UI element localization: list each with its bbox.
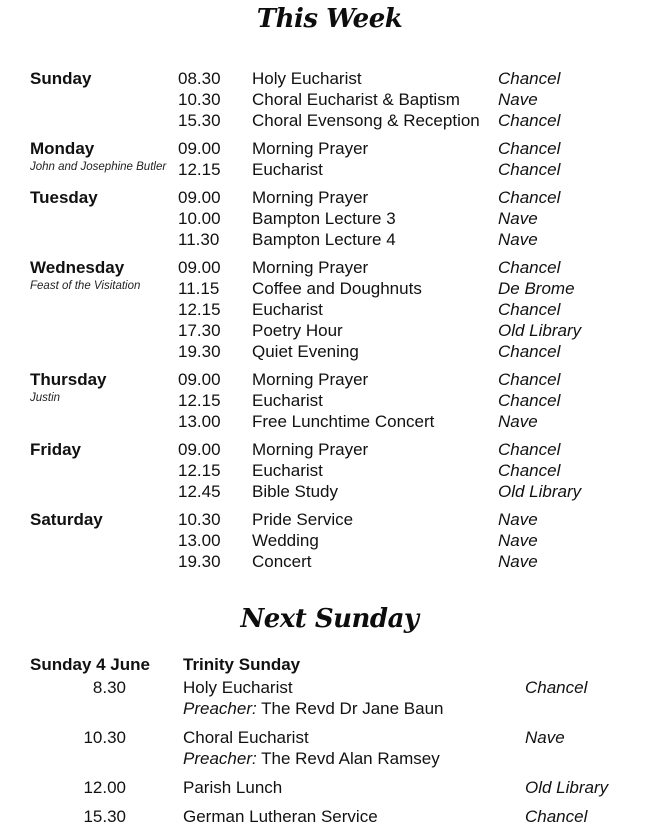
row-event: Eucharist bbox=[252, 160, 323, 179]
row-venue: Chancel bbox=[498, 139, 561, 158]
weekly-schedule bbox=[0, 68, 659, 579]
day-block bbox=[0, 68, 659, 131]
service-preacher bbox=[183, 748, 659, 769]
row-venue: Chancel bbox=[498, 440, 561, 459]
row-event: Eucharist bbox=[252, 391, 323, 410]
row-venue: Old Library bbox=[498, 321, 582, 340]
service-row bbox=[0, 806, 659, 827]
preacher-name: The Revd Alan Ramsey bbox=[256, 749, 440, 768]
row-time: 17.30 bbox=[178, 321, 221, 340]
row-venue: Chancel bbox=[498, 300, 561, 319]
row-venue: Chancel bbox=[498, 69, 561, 88]
row-venue: Chancel bbox=[498, 258, 561, 277]
schedule-row bbox=[0, 89, 659, 110]
service-row bbox=[0, 727, 659, 769]
row-event: Morning Prayer bbox=[252, 188, 369, 207]
next-sunday-services bbox=[0, 677, 659, 827]
day-name: Sunday bbox=[30, 69, 92, 88]
preacher-name: The Revd Dr Jane Baun bbox=[256, 699, 444, 718]
row-event: Bible Study bbox=[252, 482, 338, 501]
row-event: Choral Eucharist & Baptism bbox=[252, 90, 460, 109]
day-name: Wednesday bbox=[30, 258, 125, 277]
schedule-row bbox=[0, 439, 659, 460]
row-event: Wedding bbox=[252, 531, 319, 550]
row-event: Poetry Hour bbox=[252, 321, 343, 340]
row-venue: Chancel bbox=[498, 391, 561, 410]
day-subtitle: Feast of the Visitation bbox=[30, 280, 141, 292]
row-venue: Nave bbox=[498, 510, 538, 529]
row-event: Morning Prayer bbox=[252, 139, 369, 158]
day-block bbox=[0, 257, 659, 362]
row-time: 10.00 bbox=[178, 209, 221, 228]
schedule-row bbox=[0, 229, 659, 250]
this-week-heading: This Week bbox=[256, 4, 403, 34]
service-time: 8.30 bbox=[92, 678, 126, 697]
row-venue: Nave bbox=[498, 552, 538, 571]
row-event: Eucharist bbox=[252, 300, 323, 319]
day-name: Saturday bbox=[30, 510, 103, 529]
row-event: Bampton Lecture 4 bbox=[252, 230, 396, 249]
schedule-row bbox=[0, 530, 659, 551]
service-time: 10.30 bbox=[83, 728, 126, 747]
schedule-row bbox=[0, 341, 659, 362]
row-time: 12.45 bbox=[178, 482, 221, 501]
service-preacher bbox=[183, 698, 659, 719]
day-name: Thursday bbox=[30, 370, 107, 389]
row-time: 15.30 bbox=[178, 111, 221, 130]
service-event: Parish Lunch bbox=[183, 778, 283, 797]
schedule-row bbox=[0, 551, 659, 572]
row-venue: Nave bbox=[498, 230, 538, 249]
service-venue: Chancel bbox=[525, 678, 588, 697]
row-event: Quiet Evening bbox=[252, 342, 359, 361]
service-row bbox=[0, 777, 659, 798]
schedule-row bbox=[0, 68, 659, 89]
day-block bbox=[0, 138, 659, 180]
row-venue: Old Library bbox=[498, 482, 582, 501]
row-time: 12.15 bbox=[178, 160, 221, 179]
row-time: 13.00 bbox=[178, 531, 221, 550]
row-venue: Chancel bbox=[498, 461, 561, 480]
service-venue: Chancel bbox=[525, 807, 588, 826]
row-venue: De Brome bbox=[498, 279, 575, 298]
service-event: German Lutheran Service bbox=[183, 807, 378, 826]
row-venue: Chancel bbox=[498, 160, 561, 179]
next-sunday-occasion: Trinity Sunday bbox=[183, 655, 301, 674]
row-venue: Chancel bbox=[498, 370, 561, 389]
day-subtitle: John and Josephine Butler bbox=[30, 161, 167, 173]
next-sunday-heading: Next Sunday bbox=[240, 604, 419, 634]
schedule-row bbox=[0, 110, 659, 131]
schedule-row bbox=[0, 390, 659, 411]
row-venue: Nave bbox=[498, 90, 538, 109]
day-block bbox=[0, 439, 659, 502]
row-time: 11.15 bbox=[178, 279, 220, 298]
row-event: Coffee and Doughnuts bbox=[252, 279, 422, 298]
row-venue: Chancel bbox=[498, 111, 561, 130]
row-time: 09.00 bbox=[178, 258, 221, 277]
row-event: Holy Eucharist bbox=[252, 69, 362, 88]
service-venue: Old Library bbox=[525, 778, 609, 797]
schedule-row bbox=[0, 159, 659, 180]
row-event: Morning Prayer bbox=[252, 440, 369, 459]
service-event: Holy Eucharist bbox=[183, 678, 293, 697]
row-time: 12.15 bbox=[178, 391, 221, 410]
service-row bbox=[0, 677, 659, 719]
row-time: 09.00 bbox=[178, 188, 221, 207]
preacher-label: Preacher: bbox=[183, 699, 257, 718]
row-event: Bampton Lecture 3 bbox=[252, 209, 396, 228]
row-time: 12.15 bbox=[178, 461, 221, 480]
row-time: 19.30 bbox=[178, 342, 221, 361]
row-time: 08.30 bbox=[178, 69, 221, 88]
row-event: Pride Service bbox=[252, 510, 354, 529]
row-event: Morning Prayer bbox=[252, 258, 369, 277]
day-block bbox=[0, 369, 659, 432]
day-name: Friday bbox=[30, 440, 82, 459]
day-block bbox=[0, 187, 659, 250]
row-time: 11.30 bbox=[178, 230, 220, 249]
day-name: Monday bbox=[30, 139, 95, 158]
row-venue: Nave bbox=[498, 531, 538, 550]
schedule-row bbox=[0, 411, 659, 432]
row-venue: Nave bbox=[498, 209, 538, 228]
schedule-row bbox=[0, 138, 659, 159]
service-event: Choral Eucharist bbox=[183, 728, 309, 747]
row-time: 10.30 bbox=[178, 90, 221, 109]
schedule-row bbox=[0, 320, 659, 341]
day-subtitle: Justin bbox=[30, 392, 61, 404]
next-sunday-header bbox=[0, 653, 659, 677]
row-event: Choral Evensong & Reception bbox=[252, 111, 480, 130]
row-event: Free Lunchtime Concert bbox=[252, 412, 435, 431]
row-time: 19.30 bbox=[178, 552, 221, 571]
schedule-row bbox=[0, 509, 659, 530]
day-name: Tuesday bbox=[30, 188, 98, 207]
schedule-row bbox=[0, 481, 659, 502]
row-event: Morning Prayer bbox=[252, 370, 369, 389]
row-venue: Chancel bbox=[498, 188, 561, 207]
service-venue: Nave bbox=[525, 728, 565, 747]
row-event: Eucharist bbox=[252, 461, 323, 480]
next-sunday-date: Sunday 4 June bbox=[30, 655, 150, 674]
service-time: 12.00 bbox=[83, 778, 126, 797]
service-time: 15.30 bbox=[83, 807, 126, 826]
preacher-label: Preacher: bbox=[183, 749, 257, 768]
row-time: 10.30 bbox=[178, 510, 221, 529]
schedule-row bbox=[0, 208, 659, 229]
schedule-row bbox=[0, 460, 659, 481]
row-time: 13.00 bbox=[178, 412, 221, 431]
row-event: Concert bbox=[252, 552, 312, 571]
row-venue: Nave bbox=[498, 412, 538, 431]
row-time: 09.00 bbox=[178, 440, 221, 459]
day-block bbox=[0, 509, 659, 572]
row-time: 12.15 bbox=[178, 300, 221, 319]
row-venue: Chancel bbox=[498, 342, 561, 361]
schedule-row bbox=[0, 369, 659, 390]
schedule-row bbox=[0, 299, 659, 320]
schedule-row bbox=[0, 278, 659, 299]
schedule-row bbox=[0, 187, 659, 208]
next-sunday-schedule bbox=[0, 653, 659, 835]
row-time: 09.00 bbox=[178, 370, 221, 389]
schedule-row bbox=[0, 257, 659, 278]
row-time: 09.00 bbox=[178, 139, 221, 158]
